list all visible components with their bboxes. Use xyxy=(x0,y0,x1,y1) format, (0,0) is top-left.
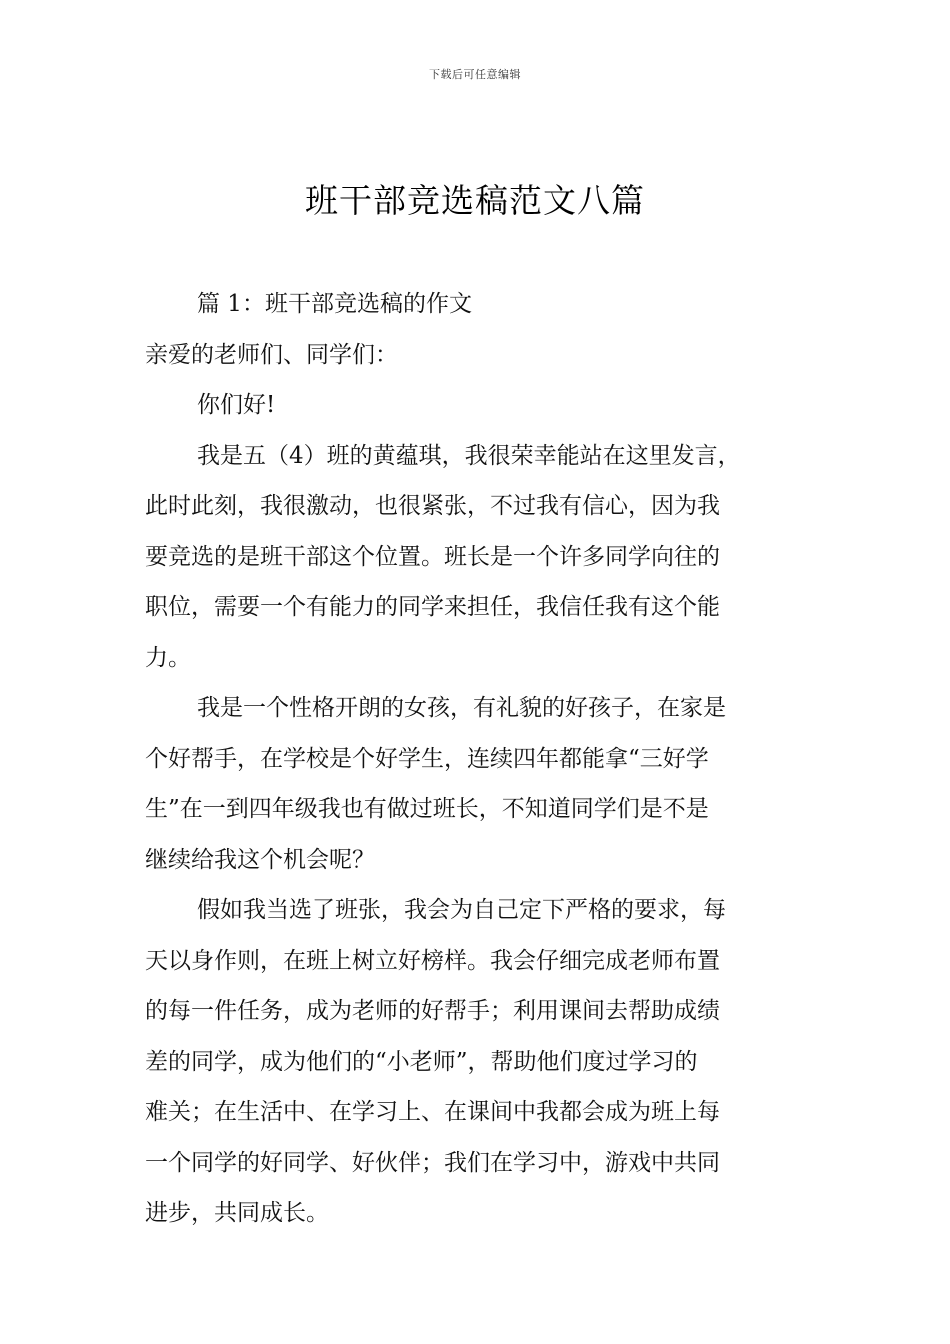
paragraph-line: 个好帮手，在学校是个好学生，连续四年都能拿“三好学 xyxy=(145,745,709,772)
header-note: 下载后可任意编辑 xyxy=(429,68,521,81)
salutation: 亲爱的老师们、同学们： xyxy=(145,341,398,368)
paragraph-line: 力。 xyxy=(145,644,191,671)
paragraph-line: 一个同学的好同学、好伙伴；我们在学习中，游戏中共同 xyxy=(145,1149,720,1176)
greeting: 你们好! xyxy=(197,392,276,418)
paragraph-2 xyxy=(145,683,806,885)
paragraph-3 xyxy=(145,885,806,1239)
paragraph-line: 继续给我这个机会呢？ xyxy=(145,846,375,873)
paragraph-line: 假如我当选了班张，我会为自己定下严格的要求，每 xyxy=(197,897,726,923)
section-heading: 篇 1：班干部竞选稿的作文 xyxy=(197,291,472,317)
paragraph-line: 我是五（4）班的黄蕴琪，我很荣幸能站在这里发言， xyxy=(197,442,741,469)
paragraph-line: 此时此刻，我很激动，也很紧张，不过我有信心，因为我 xyxy=(145,493,720,519)
paragraph-line: 要竞选的是班干部这个位置。班长是一个许多同学向往的 xyxy=(145,543,720,570)
paragraph-line: 职位，需要一个有能力的同学来担任，我信任我有这个能 xyxy=(145,594,720,620)
paragraph-line: 进步，共同成长。 xyxy=(145,1200,329,1226)
paragraph-1 xyxy=(145,431,806,684)
document-title: 班干部竞选稿范文八篇 xyxy=(305,181,645,220)
paragraph-line: 难关；在生活中、在学习上、在课间中我都会成为班上每 xyxy=(145,1099,720,1125)
paragraph-line: 的每一件任务，成为老师的好帮手；利用课间去帮助成绩 xyxy=(145,998,720,1024)
paragraph-line: 生”在一到四年级我也有做过班长，不知道同学们是不是 xyxy=(145,796,709,822)
paragraph-line: 天以身作则，在班上树立好榜样。我会仔细完成老师布置 xyxy=(145,947,720,974)
document-body xyxy=(145,279,806,1239)
paragraph-line: 我是一个性格开朗的女孩，有礼貌的好孩子，在家是 xyxy=(197,695,726,721)
paragraph-line: 差的同学，成为他们的“小老师”，帮助他们度过学习的 xyxy=(145,1048,698,1075)
